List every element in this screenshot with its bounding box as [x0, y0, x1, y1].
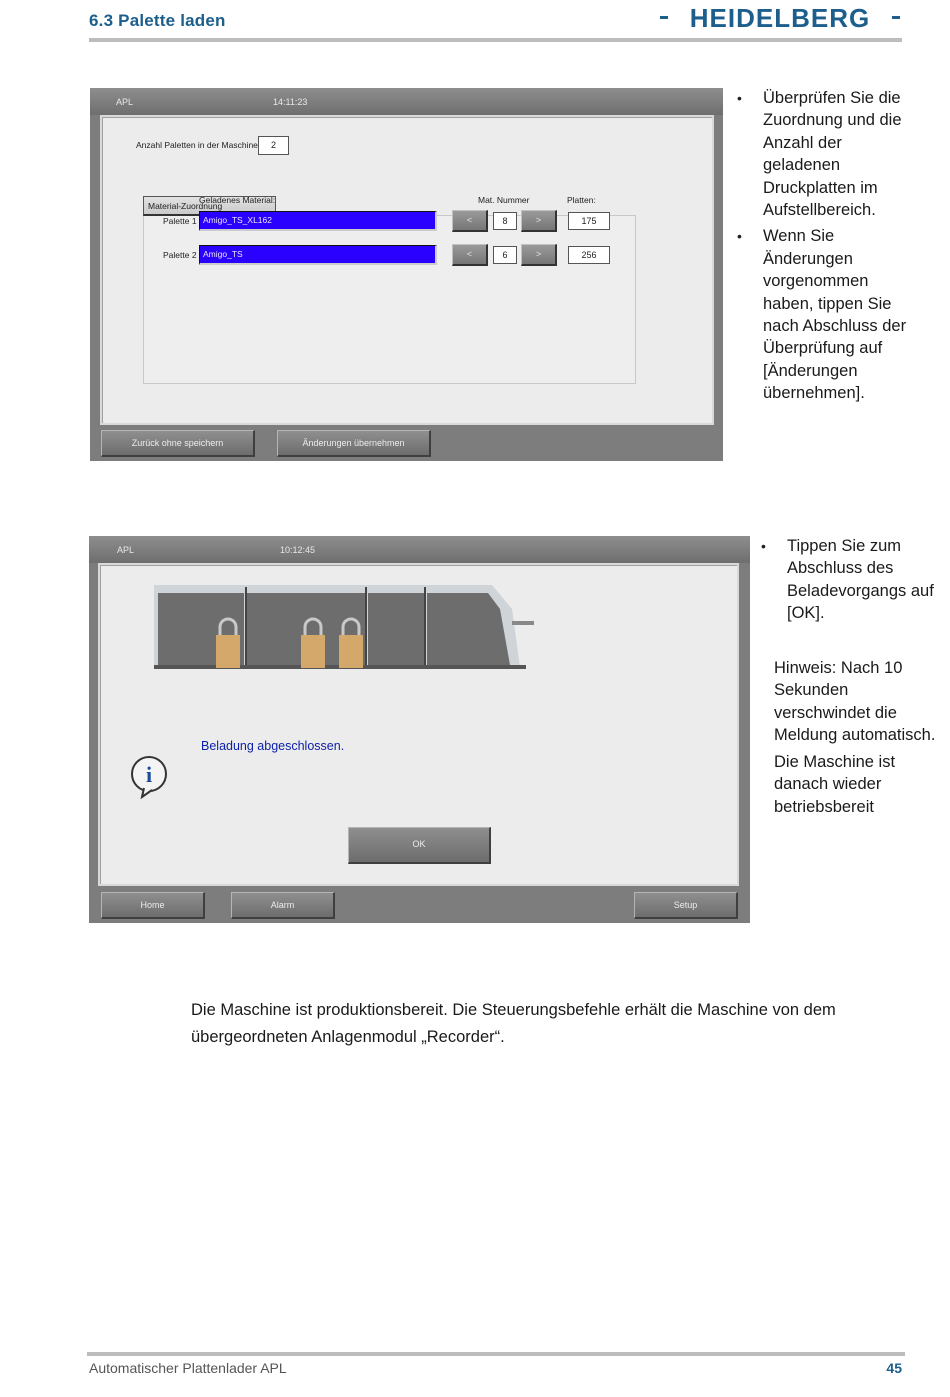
pallet-2-label: Palette 2: [163, 250, 197, 260]
instructions-list-2: [761, 535, 941, 629]
pallet-2-next-button[interactable]: >: [521, 244, 557, 266]
home-button[interactable]: Home: [101, 892, 205, 919]
col-material-header: Geladenes Material:: [199, 195, 276, 205]
tab-material-assignment[interactable]: Material-Zuordnung: [143, 196, 276, 216]
content-panel: [98, 563, 739, 886]
info-icon: [128, 755, 172, 799]
instructions-list-1: [737, 87, 917, 409]
pallet-2-mat-number[interactable]: 6: [493, 246, 517, 264]
page-number: 45: [886, 1360, 902, 1376]
heidelberg-logo: [660, 4, 900, 32]
material-group: [143, 215, 636, 384]
instruction-apply: • Wenn Sie Änderungen vorgenommen haben, tippen Sie nach Abschluss der Überprüfung auf [Änderungen übernehmen].: [737, 225, 917, 404]
pallet-1-material-field[interactable]: Amigo_TS_XL162: [199, 211, 437, 231]
note-auto-close: Hinweis: Nach 10 Sekunden verschwindet die Meldung automatisch.: [774, 659, 936, 745]
instruction-check: • Überprüfen Sie die Zuordnung und die Anzahl der geladenen Druckplatten im Aufstellbereich.: [737, 87, 917, 221]
status-message: Beladung abgeschlossen.: [201, 739, 345, 753]
screen-loading-complete: [89, 536, 750, 923]
pallet-2-material-field[interactable]: Amigo_TS: [199, 245, 437, 265]
content-panel: [100, 115, 714, 425]
clock: 10:12:45: [280, 545, 316, 555]
clock: 14:11:23: [273, 97, 308, 107]
alarm-button[interactable]: Alarm: [231, 892, 335, 919]
app-name: APL: [117, 545, 135, 555]
instruction-ok: • Tippen Sie zum Abschluss des Beladevorgangs auf [OK].: [761, 535, 941, 625]
pallet-1-prev-button[interactable]: <: [452, 210, 488, 232]
machine-illustration: [140, 579, 540, 674]
title-bar: [90, 88, 723, 115]
pallet-1-label: Palette 1: [163, 216, 197, 226]
svg-text:HEIDELBERG: HEIDELBERG: [689, 4, 871, 32]
footer-title: Automatischer Plattenlader APL: [89, 1360, 287, 1376]
production-ready-text: Die Maschine ist produktionsbereit. Die Steuerungsbefehle erhält die Maschine von dem übergeordneten Anlagenmodul „Recorder“.: [191, 1001, 836, 1046]
title-bar: [89, 536, 750, 563]
pallet-count-input[interactable]: 2: [258, 136, 289, 155]
section-title: 6.3 Palette laden: [89, 11, 226, 30]
pallet-1-mat-number[interactable]: 8: [493, 212, 517, 230]
pallet-2-plates[interactable]: 256: [568, 246, 610, 264]
pallet-1-next-button[interactable]: >: [521, 210, 557, 232]
pallet-count-label: Anzahl Paletten in der Maschine: [136, 140, 258, 150]
pallet-1-plates[interactable]: 175: [568, 212, 610, 230]
header-rule: [89, 38, 902, 42]
note-ready: Die Maschine ist danach wieder betriebsbereit: [774, 753, 896, 816]
back-without-saving-button[interactable]: Zurück ohne speichern: [101, 430, 255, 457]
ok-button[interactable]: OK: [348, 827, 491, 864]
pallet-2-prev-button[interactable]: <: [452, 244, 488, 266]
screen-material-assignment: [90, 88, 723, 461]
app-name: APL: [116, 97, 134, 107]
svg-text:i: i: [145, 762, 153, 787]
col-mat-number-header: Mat. Nummer: [478, 195, 530, 205]
col-plates-header: Platten:: [567, 195, 596, 205]
setup-button[interactable]: Setup: [634, 892, 738, 919]
apply-changes-button[interactable]: Änderungen übernehmen: [277, 430, 431, 457]
footer-rule: [87, 1352, 905, 1356]
